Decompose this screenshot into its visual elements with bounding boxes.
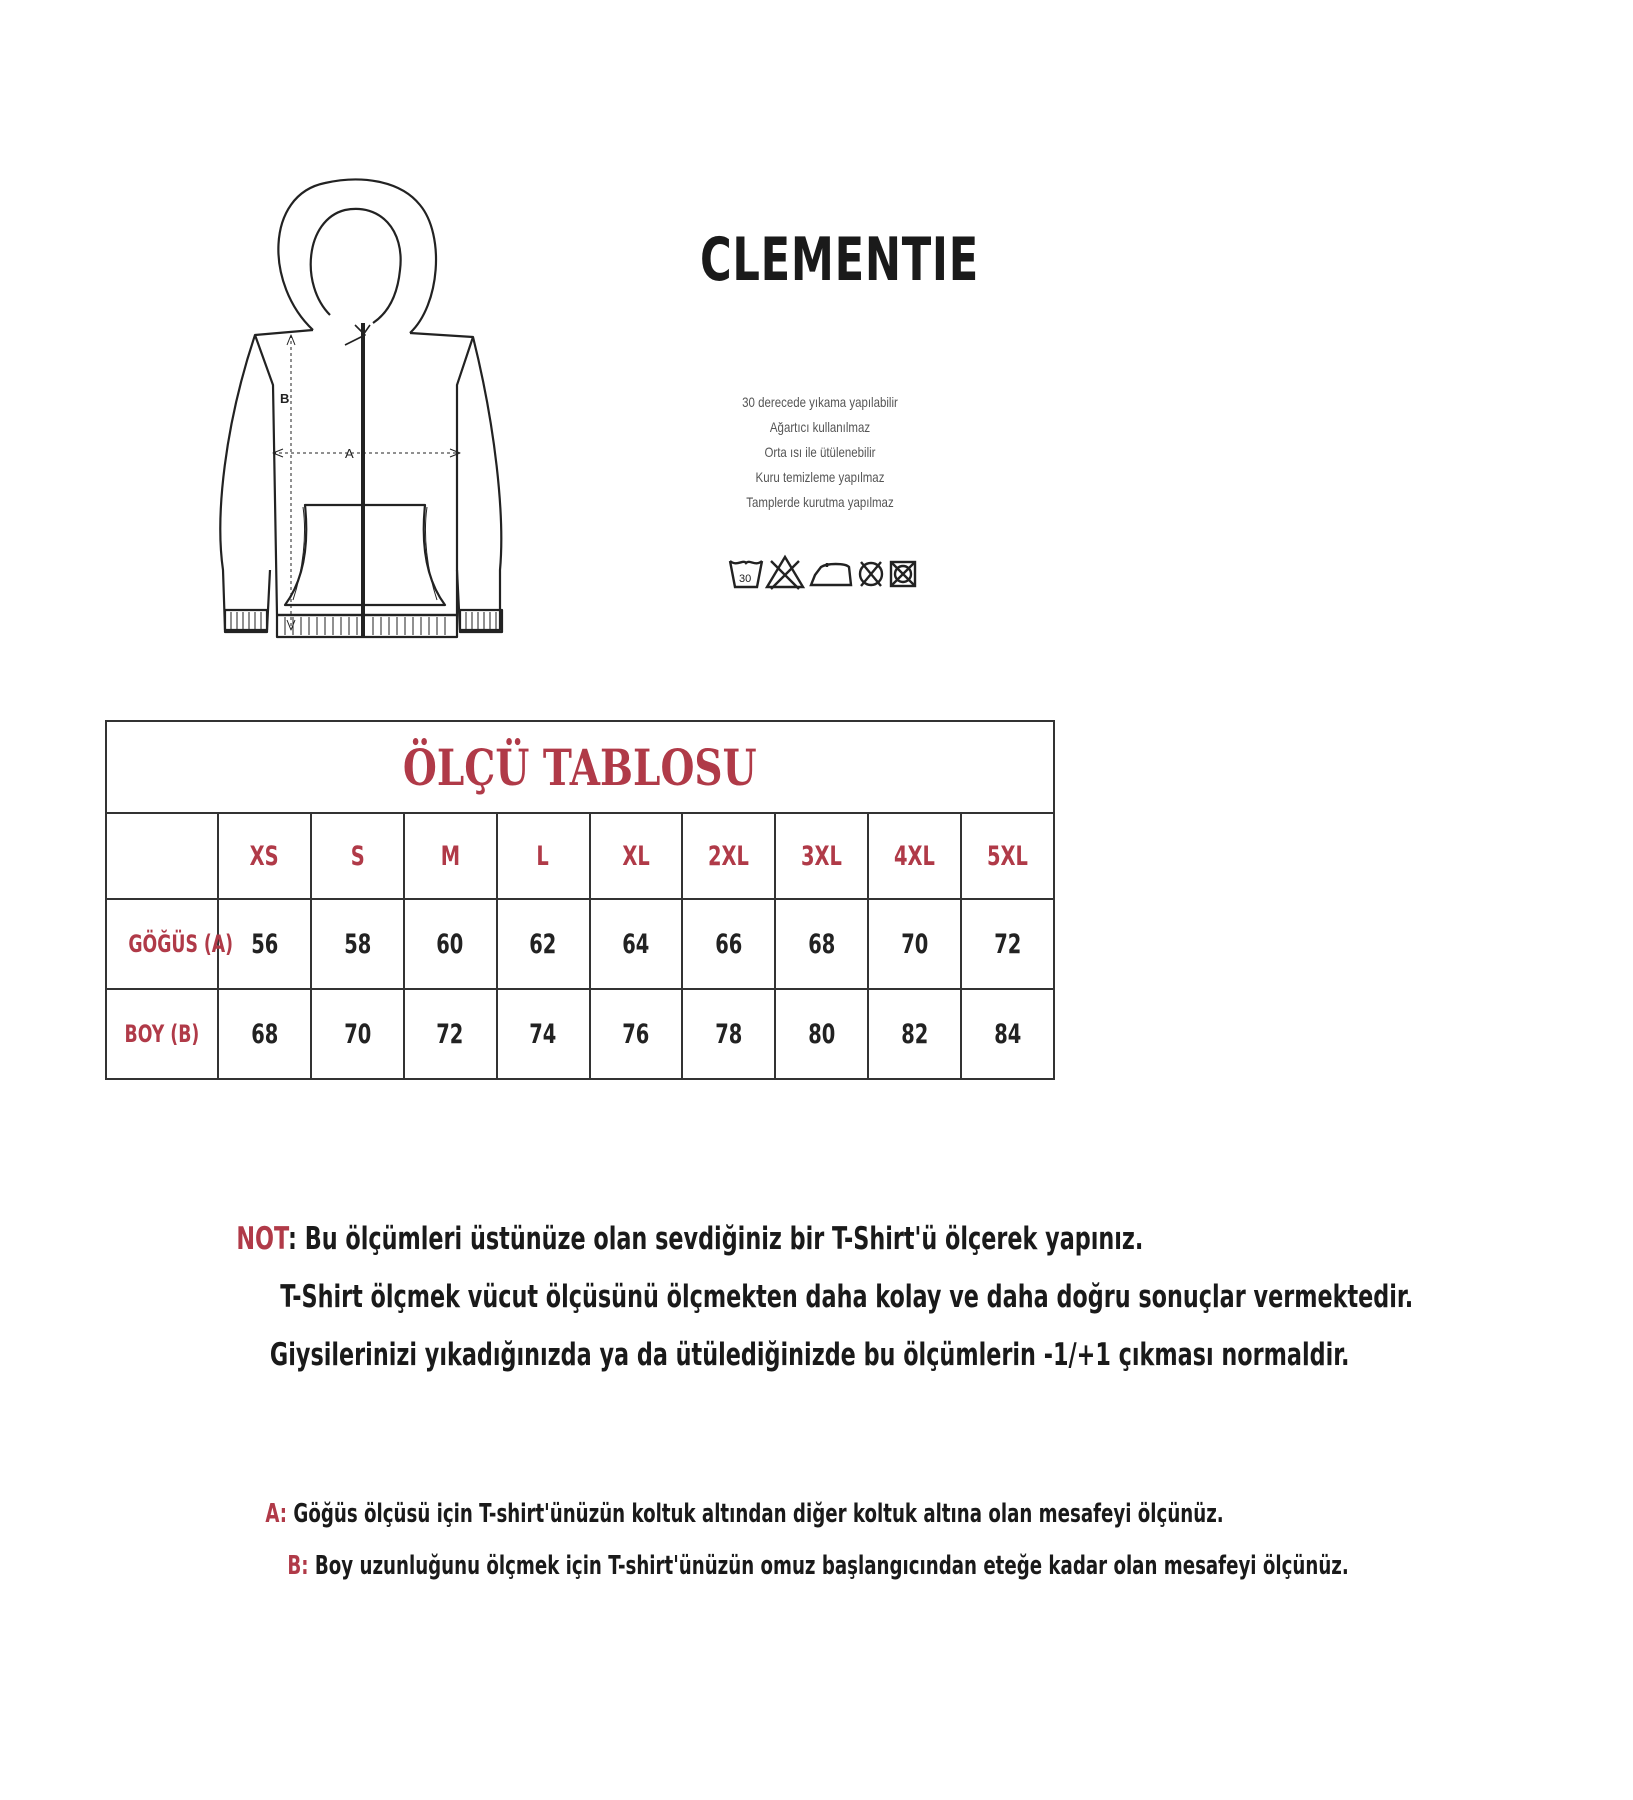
size-header-cell: XL	[590, 813, 683, 899]
note-line-3: Giysilerinizi yıkadığınızda ya da ütülediğinizde bu ölçümlerin -1/+1 çıkması normaldir.	[269, 1337, 1350, 1373]
care-icons	[727, 553, 917, 593]
definition-b	[60, 1540, 1349, 1592]
definition-a-text: Göğüs ölçüsü için T-shirt'ünüzün koltuk altından diğer koltuk altına olan mesafeyi ölçünüz.	[287, 1499, 1224, 1529]
care-line: Kuru temizleme yapılmaz	[755, 469, 885, 485]
wash-30-icon	[730, 561, 762, 587]
table-row-length	[106, 989, 1054, 1079]
table-cell: 78	[682, 989, 775, 1079]
table-row-chest	[106, 899, 1054, 989]
table-cell: 80	[775, 989, 868, 1079]
no-tumble-dry-icon	[891, 562, 915, 586]
note-prefix: NOT	[236, 1221, 289, 1257]
brand-name: CLEMENTIE	[700, 225, 979, 295]
size-header-row	[106, 813, 1054, 899]
table-title: ÖLÇÜ TABLOSU	[106, 721, 1054, 813]
diagram-label-b: B	[280, 391, 290, 406]
definition-b-prefix: B:	[287, 1551, 309, 1581]
no-bleach-icon	[767, 557, 803, 589]
table-cell: 72	[404, 989, 497, 1079]
table-cell: 74	[497, 989, 590, 1079]
diagram-label-a: A	[345, 446, 354, 461]
definition-b-text: Boy uzunluğunu ölçmek için T-shirt'ünüzün omuz başlangıcından eteğe kadar olan mesafeyi ölçünüz.	[308, 1551, 1349, 1581]
table-cell: 82	[868, 989, 961, 1079]
table-cell: 60	[404, 899, 497, 989]
care-line: Tamplerde kurutma yapılmaz	[746, 494, 894, 510]
size-header-cell: XS	[218, 813, 311, 899]
table-cell: 76	[590, 989, 683, 1079]
table-cell: 66	[682, 899, 775, 989]
table-cell: 62	[497, 899, 590, 989]
size-header-cell: S	[311, 813, 404, 899]
table-cell: 68	[775, 899, 868, 989]
size-header-cell: M	[404, 813, 497, 899]
definition-a	[60, 1488, 1224, 1540]
wash-temp-label: 30	[739, 573, 752, 585]
note-text: : Bu ölçümleri üstünüze olan sevdiğiniz bir T-Shirt'ü ölçerek yapınız.	[288, 1221, 1144, 1257]
care-instructions	[690, 390, 950, 515]
size-header-cell: 5XL	[961, 813, 1054, 899]
measurement-definitions	[60, 1488, 1349, 1592]
definition-a-prefix: A:	[265, 1499, 288, 1529]
no-dry-clean-icon	[860, 562, 882, 586]
size-chart-table	[105, 720, 1055, 1080]
table-cell: 56	[218, 899, 311, 989]
care-line: 30 derecede yıkama yapılabilir	[742, 394, 898, 410]
table-cell: 64	[590, 899, 683, 989]
iron-medium-icon	[811, 563, 851, 585]
table-cell: 68	[218, 989, 311, 1079]
row-label: GÖĞÜS (A)	[106, 899, 218, 989]
note-line-1	[60, 1210, 1144, 1268]
care-line: Orta ısı ile ütülenebilir	[764, 444, 876, 460]
row-label: BOY (B)	[106, 989, 218, 1079]
table-cell: 58	[311, 899, 404, 989]
note-line-2: T-Shirt ölçmek vücut ölçüsünü ölçmekten daha kolay ve daha doğru sonuçlar vermektedir.	[280, 1279, 1414, 1315]
size-header-cell: L	[497, 813, 590, 899]
table-cell: 84	[961, 989, 1054, 1079]
care-line: Ağartıcı kullanılmaz	[769, 419, 871, 435]
size-header-cell: 2XL	[682, 813, 775, 899]
table-cell: 70	[311, 989, 404, 1079]
size-header-cell: 3XL	[775, 813, 868, 899]
hoodie-diagram	[195, 175, 555, 655]
table-cell: 70	[868, 899, 961, 989]
measurement-note	[60, 1210, 1414, 1384]
table-cell: 72	[961, 899, 1054, 989]
header-empty-cell	[106, 813, 218, 899]
size-header-cell: 4XL	[868, 813, 961, 899]
